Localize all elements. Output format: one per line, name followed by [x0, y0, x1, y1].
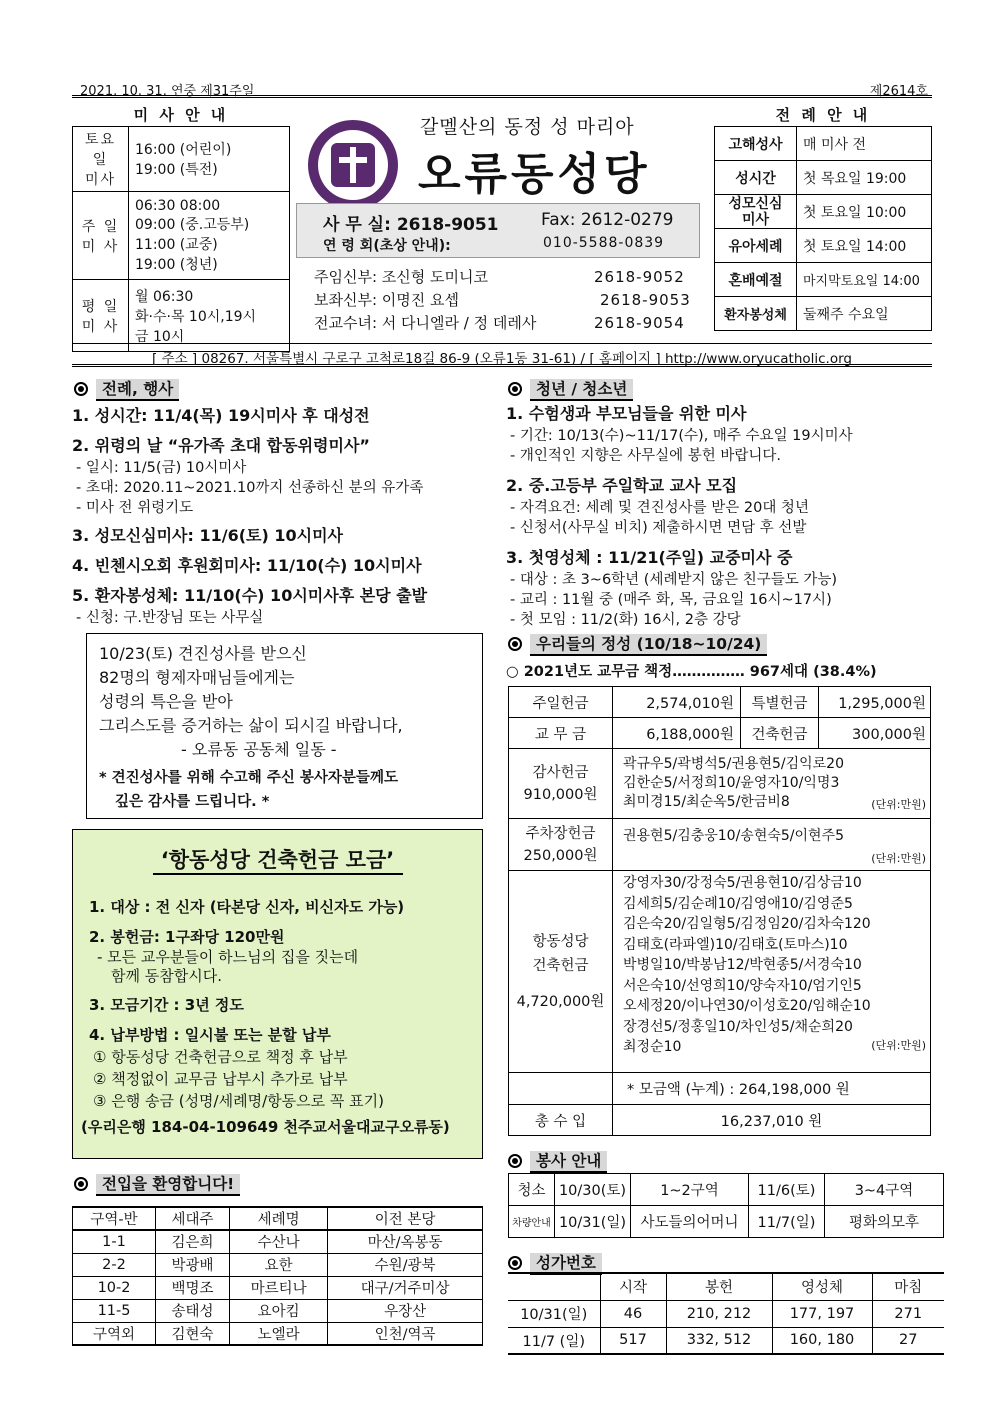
liturgy-key: 고해성사	[715, 127, 797, 161]
parking-donors: 권용현5/김충웅10/송현숙5/이현주5 (단위:만원)	[613, 819, 931, 871]
bullet-circle-icon	[508, 637, 522, 651]
liturgy-value: 첫 토요일 10:00	[797, 195, 932, 229]
confirmation-notice: 10/23(토) 견진성사를 받으신 82명의 형제자매님들에게는 성령의 특은을 받아 그리스도를 증거하는 삶이 되시길 바랍니다, - 오류동 공동체 일동 - * 견진성사를 위해 수고해 주신 봉사자분들께도 깊은 감사를 드립니다. *	[86, 633, 483, 819]
hangdong-donors: 강영자30/강정숙5/권용현10/김상금10 김세희5/김순례10/김영애10/김영준5 김은숙20/김일형5/김정임20/김차숙120 김태호(라파엘)10/김태호(토마스)10 박병일10/박봉남12/박현종5/서경숙10 서은숙10/선영희10/양숙자10/엄기인5 오세정20/이나연30/이성호20/임해순10 장경선5/정홍일10/차인성5/채순희20 최정순10 (단위:만원)	[613, 871, 931, 1073]
table-row: 차량안내 10/31(일) 사도들의어머니 11/7(일) 평화의모후	[509, 1206, 944, 1238]
hangdong-total: * 모금액 (누계) : 264,198,000 원	[613, 1073, 931, 1105]
event-item: 2. 위령의 날 “유가족 초대 합동위령미사”	[72, 436, 370, 455]
building-fund-title: ‘항동성당 건축헌금 모금’	[160, 848, 395, 872]
total-income: 16,237,010 원	[613, 1105, 931, 1136]
table-row: 11-5 송태성 요아킴 우장산	[73, 1299, 483, 1322]
service-table	[508, 1173, 944, 1238]
mass-key: 주 일 미 사	[73, 192, 129, 280]
mass-times: 16:00 (어린이) 19:00 (특전)	[129, 127, 290, 192]
event-detail: - 일시: 11/5(금) 10시미사	[76, 460, 247, 476]
liturgy-key: 성시간	[715, 161, 797, 195]
bullet-circle-icon	[74, 382, 88, 396]
table-row: 청소 10/30(토) 1~2구역 11/6(토) 3~4구역	[509, 1174, 944, 1206]
event-detail: - 신청: 구.반장님 또는 사무실	[76, 610, 264, 626]
table-row: 구역외 김현숙 노엘라 인천/역곡	[73, 1322, 483, 1345]
event-item: 1. 성시간: 11/4(목) 19시미사 후 대성전	[72, 406, 370, 425]
thanks-donors: 곽규우5/곽병석5/권용현5/김익로20 김한순5/서정희10/윤영자10/익명3 최미경15/최순옥5/한금비8 (단위:만원)	[613, 749, 931, 819]
staff-row: 전교수녀: 서 다니엘라 / 정 데레사 2618-9054	[314, 314, 685, 332]
mass-times: 월 06:30 화·수·목 10시,19시 금 10시	[129, 280, 290, 352]
liturgy-value: 둘째주 수요일	[797, 297, 932, 331]
staff-row: 보좌신부: 이명진 요셉 2618-9053	[314, 291, 691, 309]
table-row: 1-1 김은희 수산나 마산/옥봉동	[73, 1230, 483, 1253]
building-fund-details: 1. 대상 : 전 신자 (타본당 신자, 비신자도 가능) 2. 봉헌금: 1구좌당 120만원 - 모든 교우분들이 하느님의 집을 짓는데 함께 동참합시다. 3. 모금기간 : 3년 정도 4. 납부방법 : 일시불 또는 분할 납부 ① 항동성당 건축헌금으로 책정 후 납부 ② 책정없이 교무금 납부시 추가로 납부 ③ 은행 송금 (성명/세례명/항동으로 꼭 표기) (우리은행 184-04-109649 천주교서울대교구오류동)	[81, 898, 450, 1136]
bullet-circle-icon	[508, 1256, 522, 1270]
church-name: 오류동성당	[418, 149, 651, 200]
offerings-table: 주일헌금 2,574,010원 특별헌금 1,295,000원 교 무 금 6,188,000원 건축헌금 300,000원 감사헌금 910,000원 곽규우5/곽병석5/권용현5/김익로20 김한순5/서정희10/윤영자10/익명3 최미경15/최순옥5/한금비8 (단위:만원) 주차장헌금 250,000원 권용현5/김충웅10/송현숙5/이현주5 (단위:만원) 항동성당 건축헌금 4,720,000원 강영자30/강정숙5/권용현10/김상금10 김세희5/김순례10/김영애10/김영준5 김은숙20/김일형5/김정임20/김차숙120 김태호(라파엘)10/김태호(토마스)10 박병일10/박봉남12/박현종5/서경숙10 서은숙10/선영희10/양숙자10/엄기인5 오세정20/이나연30/이성호20/임해순10 장경선5/정홍일10/차인성5/채순희20 최정순10 (단위:만원) * 모금액 (누계) : 264,198,000 원 총 수 입 16,237,010 원	[508, 686, 931, 1136]
section-service: 봉사 안내	[508, 1149, 607, 1171]
liturgy-key: 성모신심 미사	[715, 195, 797, 229]
youth-list: 1. 수험생과 부모님들을 위한 미사 - 기간: 10/13(수)~11/17(수), 매주 수요일 19시미사 - 개인적인 지향은 사무실에 봉헌 바랍니다. 2. 중.고등부 주일학교 교사 모집 - 자격요건: 세례 및 견진성사를 받은 20대 청년 - 신청서(사무실 비치) 제출하시면 면담 후 선발 3. 첫영성체 : 11/21(주일) 교중미사 중 - 대상 : 초 3~6학년 (세례받지 않은 친구들도 가능) - 교리 : 11월 중 (매주 화, 목, 금요일 16시~17시) - 첫 모임 : 11/2(화) 16시, 2층 강당	[506, 402, 936, 630]
bullet-circle-icon	[74, 1177, 88, 1191]
building-fund-box	[72, 829, 483, 1159]
events-list	[72, 404, 492, 628]
section-welcome: 전입을 환영합니다!	[74, 1172, 240, 1194]
mass-guide-title: 미 사 안 내	[133, 106, 229, 124]
event-item: 5. 환자봉성체: 11/10(수) 10시미사후 본당 출발	[72, 586, 428, 605]
event-item: 3. 성모신심미사: 11/6(토) 10시미사	[72, 526, 344, 545]
section-youth: 청년 / 청소년	[508, 377, 633, 399]
liturgy-guide-title: 전 례 안 내	[775, 106, 871, 124]
table-row: 2-2 박광배 요한 수원/광북	[73, 1253, 483, 1276]
welcome-table: 구역-반 세대주 세례명 이전 본당 1-1 김은희 수산나 마산/옥봉동 2-2 박광배 요한 수원/광북 10-2 백명조 마르티나 대구/거주미상 11-5 송태성 요아킴 우장산 구역외 김현숙 노엘라 인천/역곡	[72, 1206, 483, 1346]
table-row: 11/7 (일) 517 332, 512 160, 180 27	[508, 1327, 944, 1354]
office-phone-label: 사 무 실: 2618-9051	[323, 215, 499, 235]
hymn-table: 시작 봉헌 영성체 마침 10/31(일) 46 210, 212 177, 197 271 11/7 (일) 517 332, 512 160, 180 27	[508, 1272, 944, 1355]
liturgy-value: 첫 토요일 14:00	[797, 229, 932, 263]
liturgy-value: 첫 목요일 19:00	[797, 161, 932, 195]
address-bar: [ 주소 ] 08267. 서울특별시 구로구 고척로18길 86-9 (오류1동 31-61) / [ 홈페이지 ] http://www.oryucatholic.org	[72, 343, 932, 367]
table-row: 10-2 백명조 마르티나 대구/거주미상	[73, 1276, 483, 1299]
youth-item: 3. 첫영성체 : 11/21(주일) 교중미사 중	[506, 548, 793, 567]
youth-item: 2. 중.고등부 주일학교 교사 모집	[506, 476, 738, 495]
yeon-phone: 010-5588-0839	[543, 235, 665, 251]
liturgy-table	[714, 126, 932, 331]
mass-key: 평 일 미 사	[73, 280, 129, 352]
top-bar	[72, 78, 932, 98]
church-logo	[308, 120, 398, 210]
event-detail: - 초대: 2020.11~2021.10까지 선종하신 분의 유가족	[76, 480, 424, 496]
bullet-circle-icon	[508, 1154, 522, 1168]
gyomu-line: ○ 2021년도 교무금 책정…………… 967세대 (38.4%)	[506, 664, 877, 680]
liturgy-key: 유아세례	[715, 229, 797, 263]
section-liturgy-events: 전례, 행사	[74, 377, 179, 399]
bullet-circle-icon	[508, 382, 522, 396]
cross-icon	[331, 143, 375, 187]
event-item: 4. 빈첸시오회 후원회미사: 11/10(수) 10시미사	[72, 556, 422, 575]
mass-table	[72, 126, 290, 352]
table-row: 10/31(일) 46 210, 212 177, 197 271	[508, 1300, 944, 1327]
mass-times: 06:30 08:00 09:00 (중.고등부) 11:00 (교중) 19:00 (청년)	[129, 192, 290, 280]
liturgy-value: 마지막토요일 14:00	[797, 263, 932, 297]
liturgy-value: 매 미사 전	[797, 127, 932, 161]
yeon-label: 연 령 회(초상 안내):	[323, 238, 451, 254]
section-hymns: 성가번호	[508, 1251, 602, 1273]
liturgy-key: 혼배예절	[715, 263, 797, 297]
youth-item: 1. 수험생과 부모님들을 위한 미사	[506, 404, 747, 423]
liturgy-key: 환자봉성체	[715, 297, 797, 331]
office-box	[296, 203, 700, 258]
office-fax: Fax: 2612-0279	[541, 210, 674, 230]
church-subtitle: 갈멜산의 동정 성 마리아	[420, 116, 635, 138]
event-detail: - 미사 전 위령기도	[76, 500, 194, 516]
issue-date: 2021. 10. 31. 연중 제31주일	[80, 84, 255, 99]
mass-key: 토요일 미사	[73, 127, 129, 192]
section-offerings: 우리들의 정성 (10/18~10/24)	[508, 632, 767, 654]
staff-list	[314, 266, 704, 335]
staff-row: 주임신부: 조신형 도미니코 2618-9052	[314, 268, 685, 286]
issue-number: 제2614호	[869, 84, 928, 99]
